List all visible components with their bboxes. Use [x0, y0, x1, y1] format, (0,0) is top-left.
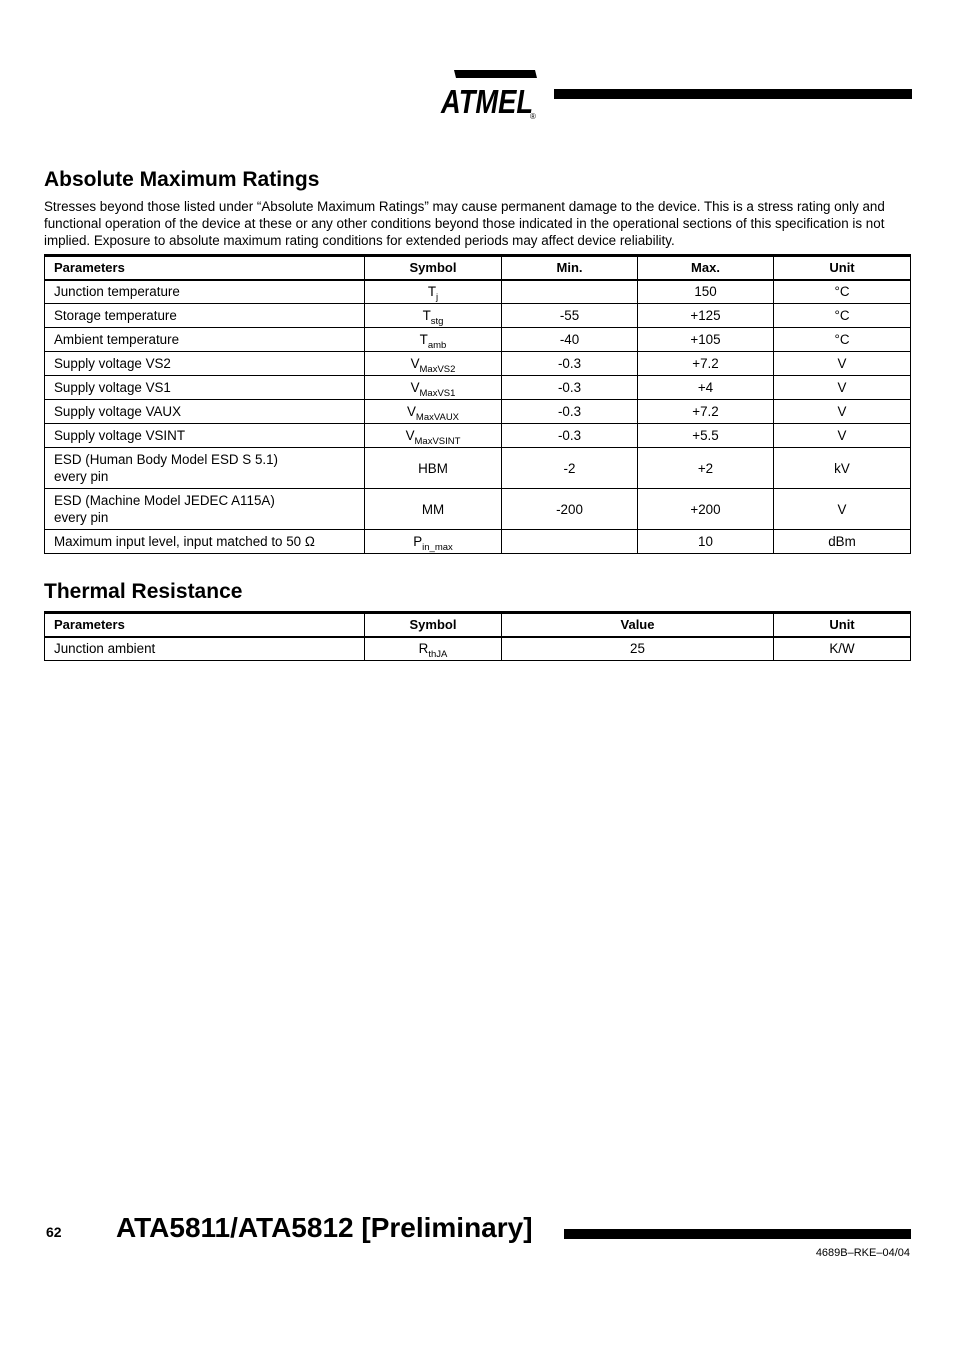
document-code: 4689B–RKE–04/04	[815, 1247, 910, 1259]
min-cell: -200	[502, 489, 638, 530]
symbol-cell: $V_{MaxVS1}$	[365, 376, 502, 400]
column-header: Parameters	[45, 256, 365, 280]
parameter-cell: ESD (Human Body Model ESD S 5.1) every pin	[45, 448, 365, 489]
unit-cell: V	[774, 352, 911, 376]
ratings-intro-paragraph: Stresses beyond those listed under “Absolute Maximum Ratings” may cause permanent damage to the device. This is a stress rating only and functional operation of the device at these or any other conditions beyond those indicated in the operational sections of this specification is not implied. Exposure to absolute maximum rating conditions for extended periods may affect device reliability.	[44, 199, 885, 249]
atmel-logo	[440, 68, 540, 120]
column-header: Unit	[774, 256, 911, 280]
logo-text: ATMEL	[440, 83, 533, 120]
max-cell: +2	[638, 448, 774, 489]
column-header: Min.	[502, 256, 638, 280]
value-cell: 25	[502, 637, 774, 661]
table-row	[45, 637, 911, 661]
symbol-cell: $T_{amb}$	[365, 328, 502, 352]
unit-cell: kV	[774, 448, 911, 489]
parameter-cell: Supply voltage VS1	[45, 376, 365, 400]
parameter-cell: Supply voltage VSINT	[45, 424, 365, 448]
table-header-row	[45, 613, 911, 637]
table-header-row	[45, 256, 911, 280]
min-cell: -0.3	[502, 352, 638, 376]
registered-mark: ®	[530, 112, 536, 120]
symbol-cell: $V_{MaxVAUX}$	[365, 400, 502, 424]
table-row	[45, 304, 911, 328]
min-cell: -0.3	[502, 376, 638, 400]
table-row	[45, 530, 911, 554]
table-row	[45, 400, 911, 424]
table-row	[45, 424, 911, 448]
unit-cell: V	[774, 424, 911, 448]
parameter-cell: ESD (Machine Model JEDEC A115A) every pin	[45, 489, 365, 530]
header-rule	[554, 89, 912, 99]
unit-cell: K/W	[774, 637, 911, 661]
absolute-maximum-ratings-table	[44, 254, 911, 554]
table-row	[45, 280, 911, 304]
min-cell: -55	[502, 304, 638, 328]
max-cell: +200	[638, 489, 774, 530]
table-row	[45, 489, 911, 530]
max-cell: 10	[638, 530, 774, 554]
min-cell: -0.3	[502, 424, 638, 448]
table-row	[45, 448, 911, 489]
footer-rule	[564, 1229, 911, 1239]
table-row	[45, 376, 911, 400]
symbol-cell: $V_{MaxVSINT}$	[365, 424, 502, 448]
section-title-thermal-resistance: Thermal Resistance	[44, 580, 243, 603]
unit-cell: °C	[774, 328, 911, 352]
symbol-cell: $T_{stg}$	[365, 304, 502, 328]
unit-cell: dBm	[774, 530, 911, 554]
parameter-cell: Supply voltage VS2	[45, 352, 365, 376]
parameter-cell: Maximum input level, input matched to 50 Ω	[45, 530, 365, 554]
symbol-cell: HBM	[365, 448, 502, 489]
document-title: ATA5811/ATA5812 [Preliminary]	[116, 1212, 533, 1243]
parameter-cell: Junction ambient	[45, 637, 365, 661]
max-cell: 150	[638, 280, 774, 304]
parameter-cell: Junction temperature	[45, 280, 365, 304]
symbol-cell: $P_{in\_max}$	[365, 530, 502, 554]
section-title-absolute-maximum-ratings: Absolute Maximum Ratings	[44, 168, 320, 191]
column-header: Symbol	[365, 256, 502, 280]
max-cell: +4	[638, 376, 774, 400]
table-row	[45, 352, 911, 376]
max-cell: +5.5	[638, 424, 774, 448]
column-header: Parameters	[45, 613, 365, 637]
column-header: Value	[502, 613, 774, 637]
unit-cell: V	[774, 489, 911, 530]
symbol-cell: $V_{MaxVS2}$	[365, 352, 502, 376]
min-cell	[502, 530, 638, 554]
thermal-resistance-table	[44, 611, 911, 661]
max-cell: +125	[638, 304, 774, 328]
symbol-cell: $R_{thJA}$	[365, 637, 502, 661]
page-header	[0, 0, 954, 130]
max-cell: +7.2	[638, 400, 774, 424]
parameter-cell: Supply voltage VAUX	[45, 400, 365, 424]
unit-cell: °C	[774, 280, 911, 304]
unit-cell: °C	[774, 304, 911, 328]
page-number: 62	[46, 1224, 62, 1240]
symbol-cell: $T_j$	[365, 280, 502, 304]
parameter-cell: Storage temperature	[45, 304, 365, 328]
max-cell: +7.2	[638, 352, 774, 376]
parameter-cell: Ambient temperature	[45, 328, 365, 352]
min-cell	[502, 280, 638, 304]
column-header: Max.	[638, 256, 774, 280]
column-header: Unit	[774, 613, 911, 637]
min-cell: -0.3	[502, 400, 638, 424]
symbol-cell: MM	[365, 489, 502, 530]
column-header: Symbol	[365, 613, 502, 637]
max-cell: +105	[638, 328, 774, 352]
min-cell: -2	[502, 448, 638, 489]
unit-cell: V	[774, 400, 911, 424]
min-cell: -40	[502, 328, 638, 352]
unit-cell: V	[774, 376, 911, 400]
table-row	[45, 328, 911, 352]
